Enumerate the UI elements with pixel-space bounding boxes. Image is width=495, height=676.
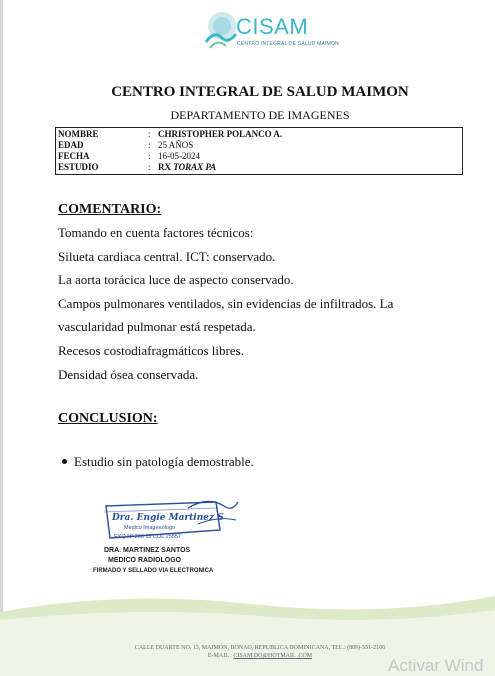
conclusion-bullet: [74, 454, 254, 470]
page-edge: [0, 0, 3, 676]
age-separator: :: [148, 140, 151, 150]
name-separator: :: [148, 129, 151, 139]
signature-note: FIRMADO Y SELLADO VIA ELECTRONICA: [93, 568, 214, 574]
department-title: DEPARTAMENTO DE IMAGENES: [170, 108, 350, 122]
patient-info-box: [55, 127, 463, 175]
comment-line: Tomando en cuenta factores técnicos:: [58, 225, 254, 240]
stamp-title: Medico Imagenologo: [124, 525, 176, 531]
study-value-rest: TORAX PA: [173, 162, 217, 172]
patient-name-row: [58, 129, 462, 140]
name-label: NOMBRE: [58, 129, 99, 139]
bullet-dot-icon: [62, 459, 67, 464]
date-label: FECHA: [58, 151, 90, 161]
comment-line: vascularidad pulmonar está respetada.: [58, 319, 256, 334]
date-separator: :: [148, 151, 151, 161]
stamp-name: Dra. Engie Martinez S: [112, 513, 224, 523]
conclusion-heading: CONCLUSION:: [58, 411, 158, 426]
comment-line: La aorta torácica luce de aspecto conservado.: [58, 272, 294, 287]
study-value: [158, 162, 216, 173]
stamp-exq: EXQ Nº 206 13 COL 25557: [114, 534, 181, 540]
cisam-logo: [200, 8, 339, 54]
patient-date-row: [58, 151, 462, 162]
comment-line: Densidad ósea conservada.: [58, 367, 199, 382]
comment-line: Silueta cardiaca central. ICT: conservado.: [58, 249, 276, 264]
footer-email-link[interactable]: CISAM.DO@HOTMAIL .COM: [233, 653, 313, 659]
name-value: CHRISTOPHER POLANCO A.: [158, 129, 283, 139]
doctor-name: DRA. MARTINEZ SANTOS: [104, 547, 191, 554]
study-value-prefix: RX: [158, 162, 171, 172]
doctor-block: [104, 546, 190, 566]
comment-line: Campos pulmonares ventilados, sin evidencias de infiltrados. La: [58, 296, 394, 311]
page-title: CENTRO INTEGRAL DE SALUD MAIMON: [111, 84, 409, 100]
patient-age-row: [58, 140, 462, 151]
conclusion-text: Estudio sin patología demostrable.: [74, 454, 254, 469]
cisam-logo-mark-icon: [200, 8, 240, 52]
study-separator: :: [148, 162, 151, 172]
age-value: 25 AÑOS: [158, 140, 194, 150]
logo-tagline: CENTRO INTEGRAL DE SALUD MAIMON: [237, 41, 339, 47]
comment-heading: COMENTARIO:: [58, 202, 162, 217]
date-value: 16-05-2024: [158, 151, 200, 161]
logo-name: CISAM: [236, 14, 309, 39]
comment-line: Recesos costodiafragmáticos libres.: [58, 343, 244, 358]
signature-stamp-icon: [98, 494, 243, 546]
age-label: EDAD: [58, 140, 84, 150]
doctor-title: MEDICO RADIOLOGO: [108, 557, 182, 564]
footer-address: CALLE DUARTE NO. 13, MAIMÓN, BONAO, REPUBLICA DOMINICANA, TEL.: (809)-551-2106: [134, 645, 386, 651]
study-label: ESTUDIO: [58, 162, 99, 172]
activation-watermark: Activar Wind: [388, 656, 484, 675]
footer-email-label: E-MAIL :: [207, 653, 232, 659]
patient-study-row: [58, 162, 462, 173]
